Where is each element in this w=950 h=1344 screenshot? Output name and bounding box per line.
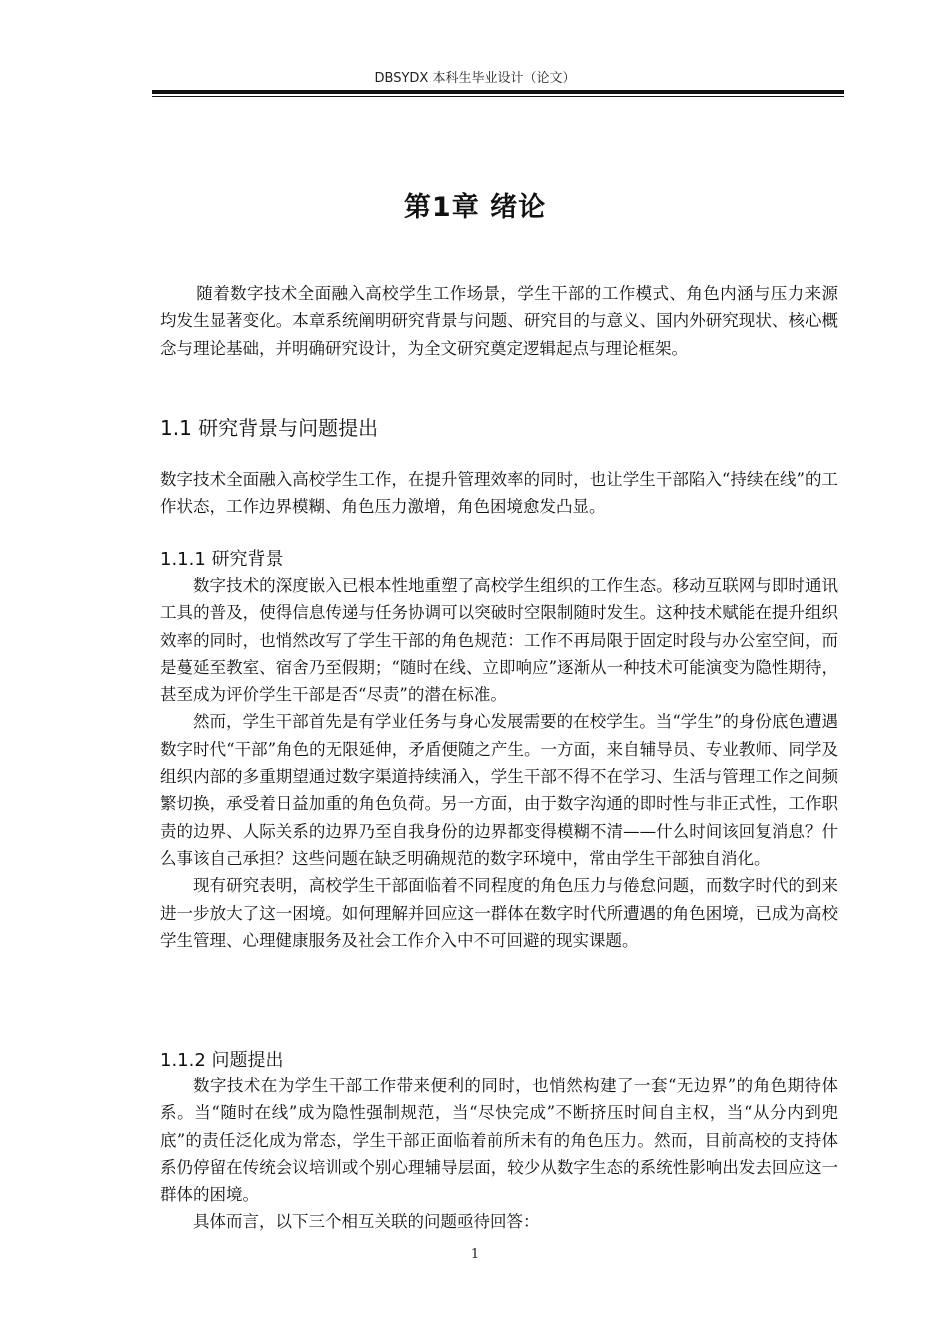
background-paragraph: 数字技术的深度嵌入已根本性地重塑了高校学生组织的工作生态。移动互联网与即时通讯工具的普及，使得信息传递与任务协调可以突破时空限制随时发生。这种技术赋能在提升组织效率的同时，也悄然改写了学生干部的角色规范：工作不再局限于固定时段与办公室空间，而是蔓延至教室、宿舍乃至假期；“随时在线、立即响应”逐渐从一种技术可能演变为隐性期待，甚至成为评价学生干部是否“尽责”的潜在标准。	[160, 576, 838, 705]
page-number: 1	[470, 1247, 480, 1262]
problem-paragraph: 数字技术在为学生干部工作带来便利的同时，也悄然构建了一套“无边界”的角色期待体系。当“随时在线”成为隐性强制规范，当“尽快完成”不断挤压时间自主权，当“从分内到兜底”的责任泛化成为常态，学生干部正面临着前所未有的角色压力。然而，目前高校的支持体系仍停留在传统会议培训或个别心理辅导层面，较少从数字生态的系统性影响出发去回应这一群体的困境。	[160, 1076, 838, 1205]
section-1-1-1-body	[160, 572, 838, 954]
section-1-1-1-heading: 1.1.1 研究背景	[160, 549, 284, 570]
chapter-intro-paragraph: 随着数字技术全面融入高校学生工作场景，学生干部的工作模式、角色内涵与压力来源均发生显著变化。本章系统阐明研究背景与问题、研究目的与意义、国内外研究现状、核心概念与理论基础，并明确研究设计，为全文研究奠定逻辑起点与理论框架。	[160, 284, 838, 358]
header-rule-thin	[152, 96, 844, 97]
section-1-1-heading: 1.1 研究背景与问题提出	[160, 416, 379, 440]
section-1-1-summary: 数字技术全面融入高校学生工作，在提升管理效率的同时，也让学生干部陷入“持续在线”的工作状态，工作边界模糊、角色压力激增，角色困境愈发凸显。	[160, 470, 838, 517]
section-1-1-2-heading: 1.1.2 问题提出	[160, 1050, 284, 1071]
header-rule-thick	[152, 90, 844, 94]
background-paragraph: 然而，学生干部首先是有学业任务与身心发展需要的在校学生。当“学生”的身份底色遭遇数字时代“干部”角色的无限延伸，矛盾便随之产生。一方面，来自辅导员、专业教师、同学及组织内部的多重期望通过数字渠道持续涌入，学生干部不得不在学习、生活与管理工作之间频繁切换，承受着日益加重的角色负荷。另一方面，由于数字沟通的即时性与非正式性，工作职责的边界、人际关系的边界乃至自我身份的边界都变得模糊不清——什么时间该回复消息？什么事该自己承担？这些问题在缺乏明确规范的数字环境中，常由学生干部独自消化。	[160, 712, 838, 868]
running-header: DBSYDX 本科生毕业设计（论文）	[374, 71, 576, 86]
problem-paragraph: 具体而言，以下三个相互关联的问题亟待回答：	[193, 1212, 540, 1232]
background-paragraph: 现有研究表明，高校学生干部面临着不同程度的角色压力与倦怠问题，而数字时代的到来进一步放大了这一困境。如何理解并回应这一群体在数字时代所遭遇的角色困境，已成为高校学生管理、心理健康服务及社会工作介入中不可回避的现实课题。	[160, 876, 838, 950]
chapter-title: 第1章 绪论	[403, 192, 547, 223]
section-1-1-2-body	[160, 1072, 838, 1236]
section-1-1-summary-block	[160, 466, 838, 521]
chapter-intro-block	[160, 280, 838, 362]
